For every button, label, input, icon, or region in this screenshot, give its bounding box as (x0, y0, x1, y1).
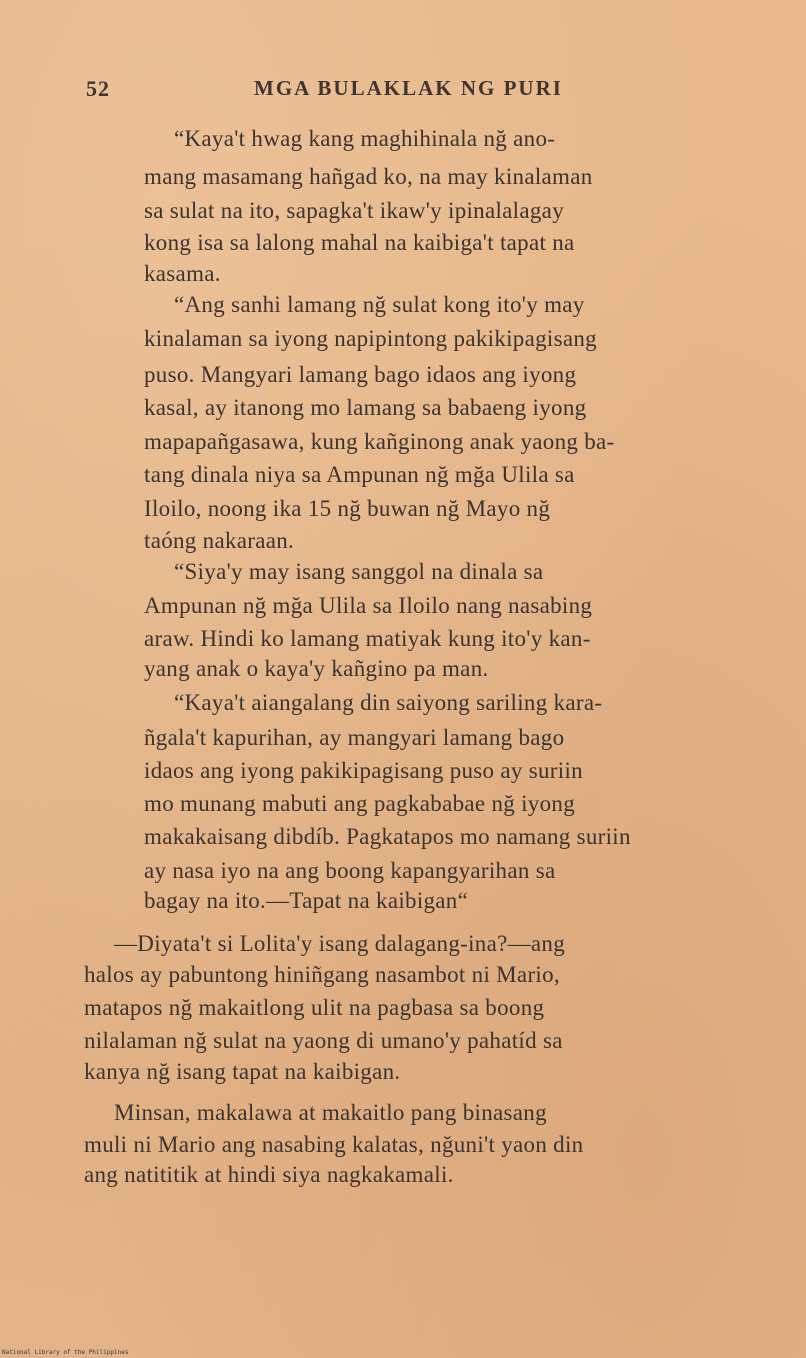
text-line: kasama. (144, 261, 221, 286)
page-number: 52 (86, 76, 110, 101)
text-line: ay nasa iyo na ang boong kapangyarihan sa (144, 858, 556, 883)
text-line: kanya nğ isang tapat na kaibigan. (84, 1059, 401, 1084)
text-line: muli ni Mario ang nasabing kalatas, nğuni't yaon din (84, 1132, 584, 1157)
running-head: MGA BULAKLAK NG PURI (254, 76, 563, 100)
text-line: sa sulat na ito, sapagka't ikaw'y ipinalalagay (144, 198, 564, 223)
text-line: Ampunan nğ mğa Ulila sa Iloilo nang nasabing (144, 593, 593, 618)
page-header (86, 76, 606, 110)
text-line: Iloilo, noong ika 15 nğ buwan nğ Mayo nğ (144, 496, 551, 521)
text-line: idaos ang iyong pakikipagisang puso ay suriin (144, 758, 583, 783)
text-line: kinalaman sa iyong napipintong pakikipagisang (144, 326, 597, 351)
text-line: mo munang mabuti ang pagkababae nğ iyong (144, 791, 576, 816)
text-line: “Kaya't aiangalang din saiyong sariling kara- (174, 690, 603, 715)
text-line: Minsan, makalawa at makaitlo pang binasang (114, 1100, 547, 1125)
text-line: nilalaman nğ sulat na yaong di umano'y pahatíd sa (84, 1028, 563, 1053)
text-line: halos ay pabuntong hiniñgang nasambot ni Mario, (84, 962, 560, 987)
text-line: “Siya'y may isang sanggol na dinala sa (174, 559, 544, 584)
text-line: taóng nakaraan. (144, 528, 295, 553)
text-line: kong isa sa lalong mahal na kaibiga't tapat na (144, 230, 575, 255)
text-line: “Kaya't hwag kang maghihinala nğ ano- (174, 126, 556, 151)
text-line: puso. Mangyari lamang bago idaos ang iyong (144, 362, 577, 387)
text-line: tang dinala niya sa Ampunan nğ mğa Ulila sa (144, 462, 575, 487)
text-line: araw. Hindi ko lamang matiyak kung ito'y kan- (144, 626, 591, 651)
text-line: ñgala't kapurihan, ay mangyari lamang bago (144, 725, 565, 750)
text-line: mapapañgasawa, kung kañginong anak yaong ba- (144, 429, 615, 454)
text-line: makakaisang dibdíb. Pagkatapos mo namang suriin (144, 824, 631, 849)
footer-credit: National Library of the Philippines (2, 1349, 129, 1356)
text-line: mang masamang hañgad ko, na may kinalaman (144, 164, 593, 189)
text-line: —Diyata't si Lolita'y isang dalagang-ina?—ang (114, 931, 565, 956)
text-line: yang anak o kaya'y kañgino pa man. (144, 656, 489, 681)
text-line: “Ang sanhi lamang nğ sulat kong ito'y may (174, 292, 585, 317)
text-line: matapos nğ makaitlong ulit na pagbasa sa boong (84, 995, 545, 1020)
text-line: bagay na ito.—Tapat na kaibigan“ (144, 888, 469, 913)
text-line: ang natititik at hindi siya nagkakamali. (84, 1162, 454, 1187)
text-line: kasal, ay itanong mo lamang sa babaeng iyong (144, 395, 587, 420)
